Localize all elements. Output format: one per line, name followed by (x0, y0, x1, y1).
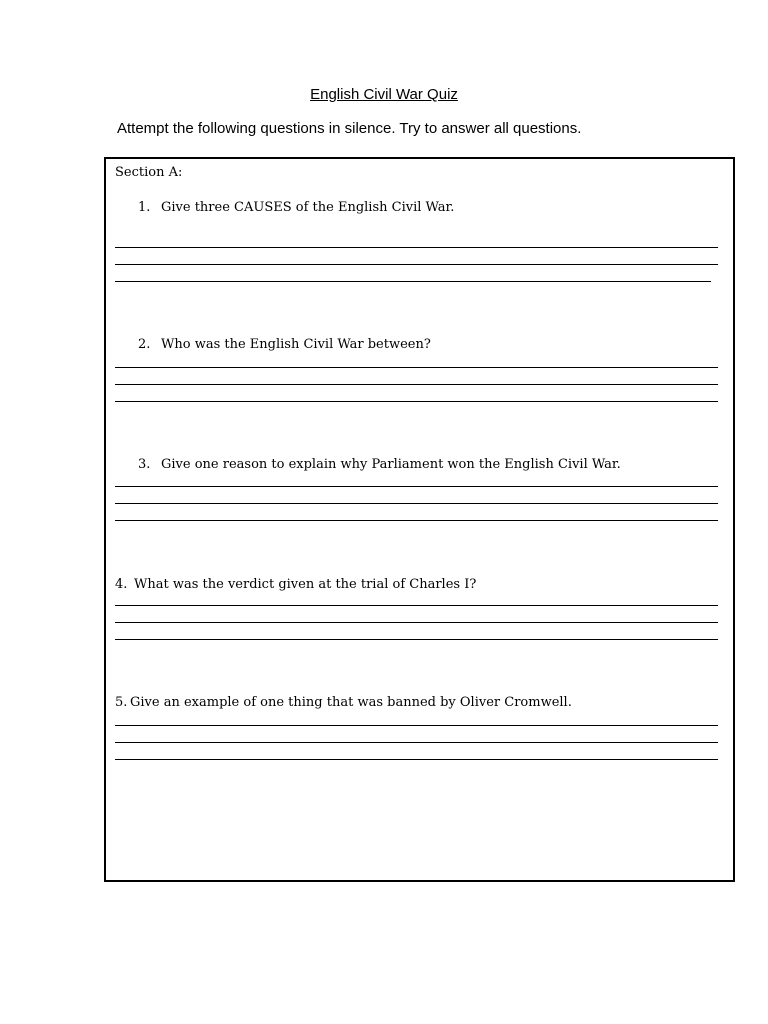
question-3-number: 3. (138, 457, 151, 472)
instructions: Attempt the following questions in silence. Try to answer all questions. (117, 120, 582, 137)
question-1-text: Give three CAUSES of the English Civil War. (161, 200, 455, 215)
answer-line-2c[interactable] (115, 401, 718, 402)
answer-line-2b[interactable] (115, 384, 718, 385)
question-3-text: Give one reason to explain why Parliament won the English Civil War. (161, 457, 621, 472)
answer-line-1c[interactable] (115, 281, 711, 282)
answer-line-1b[interactable] (115, 264, 718, 265)
page-title: English Civil War Quiz (310, 86, 458, 103)
answer-line-2a[interactable] (115, 367, 718, 368)
question-5-number: 5. (115, 695, 128, 710)
question-5-text: Give an example of one thing that was banned by Oliver Cromwell. (130, 695, 572, 710)
answer-line-5c[interactable] (115, 759, 718, 760)
question-2-text: Who was the English Civil War between? (161, 337, 431, 352)
answer-line-4b[interactable] (115, 622, 718, 623)
answer-line-3a[interactable] (115, 486, 718, 487)
answer-line-4a[interactable] (115, 605, 718, 606)
answer-line-1a[interactable] (115, 247, 718, 248)
question-1-number: 1. (138, 200, 151, 215)
section-label: Section A: (115, 165, 183, 180)
question-4-number: 4. (115, 577, 128, 592)
answer-line-5a[interactable] (115, 725, 718, 726)
quiz-box (104, 157, 735, 882)
answer-line-3c[interactable] (115, 520, 718, 521)
answer-line-4c[interactable] (115, 639, 718, 640)
answer-line-5b[interactable] (115, 742, 718, 743)
question-4-text: What was the verdict given at the trial of Charles I? (134, 577, 477, 592)
answer-line-3b[interactable] (115, 503, 718, 504)
question-2-number: 2. (138, 337, 151, 352)
